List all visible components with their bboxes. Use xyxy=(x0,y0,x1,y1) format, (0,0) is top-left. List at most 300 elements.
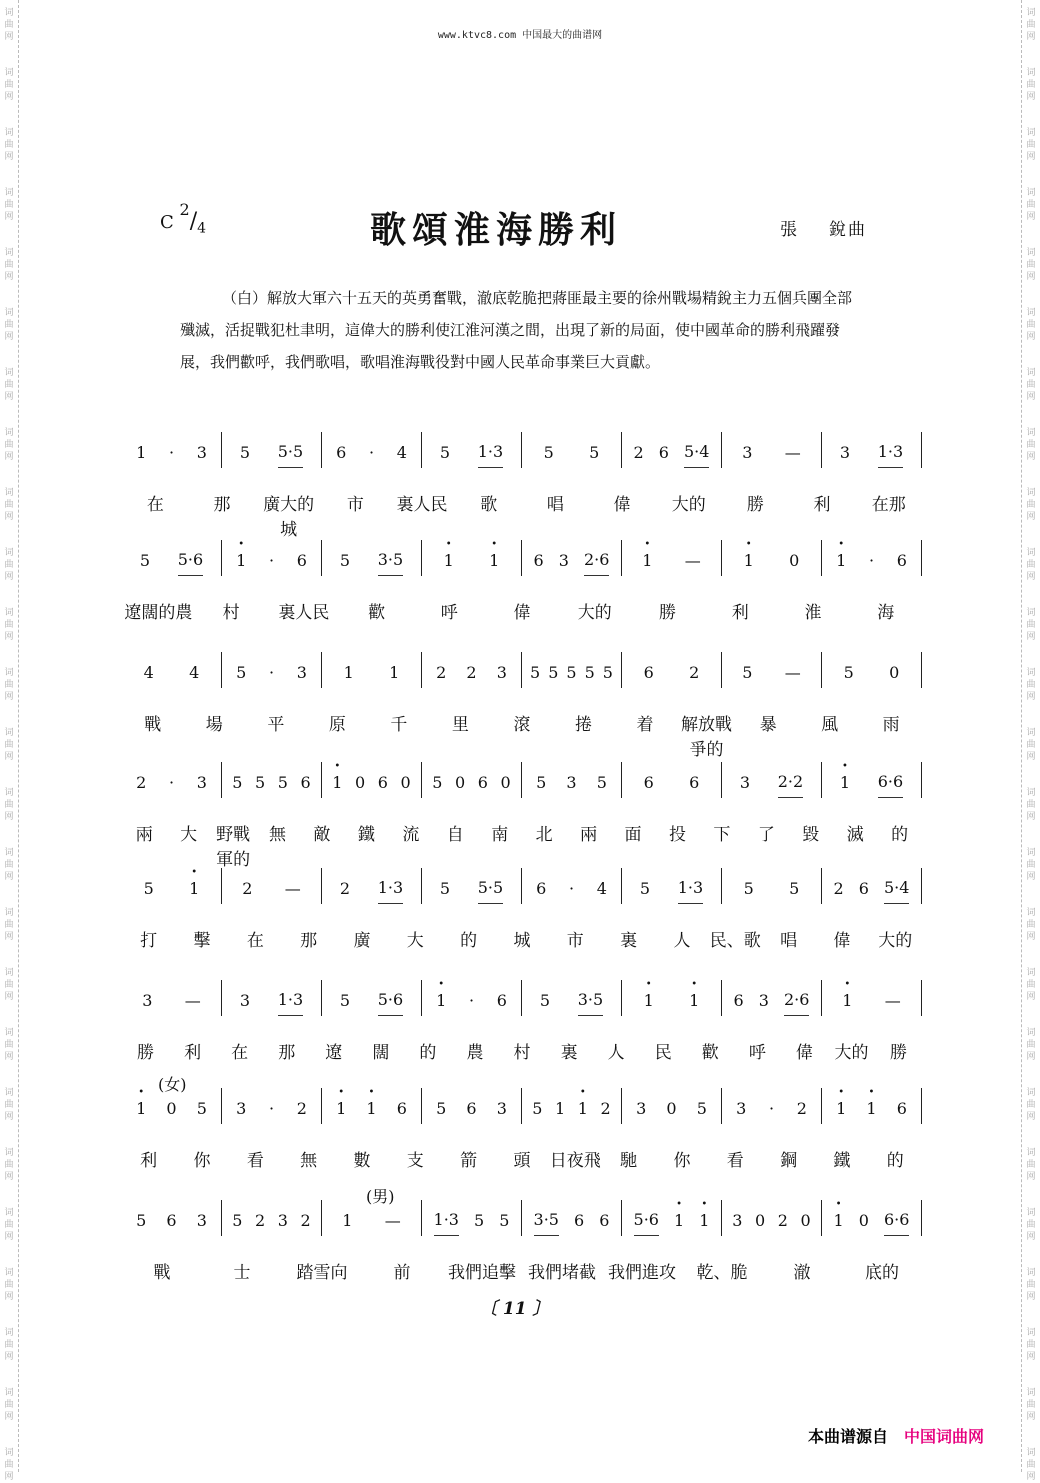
lyric-syllable: 裏 xyxy=(620,931,638,951)
note: — xyxy=(184,991,201,1010)
lyric-syllable: 唱 xyxy=(780,931,798,951)
note: 5 xyxy=(139,551,151,570)
lyric-syllable: 在 xyxy=(246,931,264,951)
note: 3 xyxy=(736,1099,747,1118)
measure xyxy=(522,762,622,798)
watermark-char: 词 xyxy=(1026,1148,1036,1158)
key-letter: C xyxy=(160,212,174,233)
watermark-char: 词 xyxy=(4,308,14,318)
watermark-char: 词 xyxy=(4,1448,14,1458)
watermark-char: 曲 xyxy=(4,320,14,330)
watermark-char: 网 xyxy=(1026,1352,1036,1362)
lyric-syllable: 民 xyxy=(654,1043,672,1063)
lyric-syllable: 市 xyxy=(566,931,584,951)
note: 0 xyxy=(666,1099,677,1118)
lyric-syllable: 滅 xyxy=(846,825,864,845)
lyric-syllable: 了 xyxy=(757,825,775,845)
measure xyxy=(422,1200,522,1236)
watermark-char: 词 xyxy=(1026,788,1036,798)
measure xyxy=(122,540,222,576)
watermark-char: 曲 xyxy=(4,920,14,930)
lyric-syllable: 那 xyxy=(300,931,318,951)
watermark-char: 网 xyxy=(4,332,14,342)
lyrics-row xyxy=(122,490,922,540)
lyric-syllable: 支 xyxy=(406,1151,424,1171)
note: 5 xyxy=(196,1099,207,1118)
watermark-char: 词 xyxy=(4,968,14,978)
site-header xyxy=(0,26,1040,41)
measure xyxy=(722,1200,822,1236)
watermark-char: 曲 xyxy=(1026,80,1036,90)
measure xyxy=(222,868,322,904)
measure xyxy=(622,868,722,904)
lyric-syllable: 利 xyxy=(184,1043,202,1063)
lyric-syllable: 遼 xyxy=(325,1043,343,1063)
lyric-syllable: 北 xyxy=(535,825,553,845)
measure xyxy=(422,868,522,904)
watermark-char: 词 xyxy=(4,1088,14,1098)
time-numerator: 2 xyxy=(179,200,190,219)
lyric-syllable: 風 xyxy=(821,715,839,735)
note: 2 xyxy=(689,663,700,682)
lyric-syllable: 解放戰爭的 xyxy=(681,715,733,760)
measure xyxy=(122,432,222,468)
watermark-char: 网 xyxy=(1026,992,1036,1002)
note: • 1 xyxy=(332,773,342,798)
watermark-char: 曲 xyxy=(4,740,14,750)
note: 4 xyxy=(596,879,607,898)
watermark-char: 曲 xyxy=(1026,500,1036,510)
lyric-syllable: 村 xyxy=(222,603,240,623)
watermark-char: 网 xyxy=(1026,1052,1036,1062)
lyric-syllable: 我們進攻 xyxy=(608,1263,676,1283)
watermark-char: 曲 xyxy=(4,1460,14,1470)
note: 6 xyxy=(533,551,544,570)
measure xyxy=(222,652,322,688)
note: 6 xyxy=(689,773,700,792)
watermark-char: 词 xyxy=(1026,728,1036,738)
measure xyxy=(522,540,622,576)
measure xyxy=(722,652,822,688)
measure xyxy=(422,762,522,798)
lyric-syllable: 敵 xyxy=(313,825,331,845)
measure xyxy=(722,540,822,576)
lyric-syllable: 前 xyxy=(393,1263,411,1283)
lyrics-row xyxy=(122,820,922,870)
watermark-char: 曲 xyxy=(4,800,14,810)
note: 5 xyxy=(602,663,613,682)
note: 0 xyxy=(355,773,366,792)
watermark-char: 网 xyxy=(4,392,14,402)
note: 5 xyxy=(339,991,351,1010)
watermark-char: 词 xyxy=(4,248,14,258)
note: 6 xyxy=(574,1211,585,1230)
watermark-char: 网 xyxy=(1026,752,1036,762)
lyric-syllable: 野戰軍的 xyxy=(216,825,251,870)
watermark-char: 词 xyxy=(4,8,14,18)
note: 0 xyxy=(166,1099,177,1118)
note: 5 xyxy=(536,773,547,792)
note: • 1 xyxy=(444,551,454,576)
watermark-char: 网 xyxy=(4,1352,14,1362)
note: — xyxy=(884,991,901,1010)
lyric-syllable: 看 xyxy=(726,1151,744,1171)
lyrics-row xyxy=(122,1258,922,1282)
note: • 1 xyxy=(189,879,199,904)
watermark-char: 曲 xyxy=(1026,140,1036,150)
watermark-char: 网 xyxy=(1026,812,1036,822)
watermark-char: 网 xyxy=(1026,332,1036,342)
note: 5 xyxy=(789,879,800,898)
measure xyxy=(322,652,422,688)
watermark-char: 曲 xyxy=(4,980,14,990)
lyric-syllable: 市 xyxy=(346,495,364,515)
measure xyxy=(422,980,522,1016)
note: 3 xyxy=(566,773,577,792)
watermark-char: 曲 xyxy=(1026,1280,1036,1290)
note: 6 xyxy=(536,879,547,898)
measure xyxy=(522,652,622,688)
lyric-syllable: 你 xyxy=(673,1151,691,1171)
note: 6 xyxy=(896,551,907,570)
watermark-char: 词 xyxy=(4,488,14,498)
watermark-char: 曲 xyxy=(4,560,14,570)
watermark-char: 词 xyxy=(1026,1328,1036,1338)
measure xyxy=(822,980,922,1016)
note: 6 xyxy=(896,1099,907,1118)
note: 5 xyxy=(584,663,595,682)
note: 5 xyxy=(539,991,551,1010)
watermark-char: 词 xyxy=(1026,68,1036,78)
lyric-syllable: 偉 xyxy=(795,1043,813,1063)
notation-row xyxy=(122,980,922,1016)
note: 2 xyxy=(796,1099,807,1118)
score-system xyxy=(122,762,922,870)
watermark-char: 词 xyxy=(1026,1268,1036,1278)
intro-narration xyxy=(180,282,860,378)
composer-surname: 張 xyxy=(780,220,799,240)
note: 5 xyxy=(596,773,607,792)
lyric-syllable: 你 xyxy=(193,1151,211,1171)
measure xyxy=(822,540,922,576)
lyric-syllable: 踏雪向 xyxy=(296,1263,348,1283)
note: · xyxy=(168,773,175,792)
measure xyxy=(322,432,422,468)
note: 5·4 xyxy=(684,442,709,468)
watermark-char: 曲 xyxy=(1026,800,1036,810)
lyric-syllable: 大的 xyxy=(577,603,612,623)
note: 3·5 xyxy=(378,550,403,576)
lyric-syllable: 那 xyxy=(278,1043,296,1063)
lyric-syllable: 無 xyxy=(300,1151,318,1171)
watermark-char: 词 xyxy=(4,1208,14,1218)
note: 2 xyxy=(300,1211,311,1230)
watermark-char: 网 xyxy=(4,1052,14,1062)
measure xyxy=(222,1200,322,1236)
lyric-syllable: 海 xyxy=(877,603,895,623)
note: 6 xyxy=(336,443,347,462)
watermark-char: 词 xyxy=(4,1328,14,1338)
measure xyxy=(722,432,822,468)
measure xyxy=(222,762,322,798)
lyric-syllable: 看 xyxy=(246,1151,264,1171)
lyric-syllable: 淮 xyxy=(804,603,822,623)
watermark-char: 词 xyxy=(4,548,14,558)
watermark-char: 曲 xyxy=(4,140,14,150)
note: 2 xyxy=(136,773,147,792)
note: 1·3 xyxy=(434,1210,459,1236)
lyric-syllable: 鐵 xyxy=(357,825,375,845)
note: 2·2 xyxy=(778,772,803,798)
watermark-char: 词 xyxy=(4,788,14,798)
note: 6 xyxy=(396,1099,407,1118)
lyric-syllable: 利 xyxy=(731,603,749,623)
lyric-syllable: 打 xyxy=(140,931,158,951)
measure xyxy=(522,868,622,904)
lyric-syllable: 人 xyxy=(673,931,691,951)
note: 1 xyxy=(342,1211,353,1230)
note: · xyxy=(268,1099,275,1118)
score-system xyxy=(122,432,922,540)
note: 5 xyxy=(532,1099,543,1118)
measure xyxy=(122,762,222,798)
watermark-char: 曲 xyxy=(4,20,14,30)
note: 6 xyxy=(643,773,654,792)
watermark-char: 网 xyxy=(4,812,14,822)
lyric-syllable: 大 xyxy=(406,931,424,951)
lyric-syllable: 村 xyxy=(513,1043,531,1063)
lyric-syllable: 人 xyxy=(607,1043,625,1063)
measure xyxy=(322,1088,422,1124)
watermark-char: 曲 xyxy=(4,80,14,90)
note: 1 xyxy=(343,663,354,682)
note: 5·5 xyxy=(278,442,303,468)
note: 0 xyxy=(455,773,466,792)
note: 3 xyxy=(496,663,507,682)
watermark-char: 词 xyxy=(1026,1388,1036,1398)
lyric-syllable: 自 xyxy=(446,825,464,845)
lyric-syllable: 利 xyxy=(140,1151,158,1171)
lyric-syllable: 捲 xyxy=(574,715,592,735)
watermark-char: 曲 xyxy=(1026,1340,1036,1350)
note: 5 xyxy=(239,443,251,462)
note: 6 xyxy=(496,991,507,1010)
measure xyxy=(822,868,922,904)
note: 5·5 xyxy=(478,878,503,904)
lyric-syllable: 歌 xyxy=(480,495,498,515)
note: 3 xyxy=(296,663,307,682)
note: — xyxy=(784,663,801,682)
watermark-char: 词 xyxy=(4,1388,14,1398)
watermark-char: 网 xyxy=(4,272,14,282)
note: 2 xyxy=(633,443,644,462)
watermark-char: 曲 xyxy=(4,500,14,510)
watermark-char: 词 xyxy=(4,128,14,138)
watermark-char: 词 xyxy=(1026,608,1036,618)
lyric-syllable: 士 xyxy=(233,1263,251,1283)
watermark-char: 网 xyxy=(1026,1412,1036,1422)
lyric-syllable: 原 xyxy=(328,715,346,735)
lyric-syllable: 面 xyxy=(624,825,642,845)
watermark-char: 网 xyxy=(1026,212,1036,222)
note: 5 xyxy=(743,879,754,898)
watermark-char: 网 xyxy=(4,1472,14,1482)
measure xyxy=(822,1088,922,1124)
watermark-char: 词 xyxy=(1026,428,1036,438)
lyric-syllable: 鋼 xyxy=(780,1151,798,1171)
watermark-char: 网 xyxy=(1026,932,1036,942)
note: • 1 xyxy=(699,1211,709,1236)
measure xyxy=(122,652,222,688)
measure xyxy=(122,868,222,904)
lyric-syllable: 澈 xyxy=(793,1263,811,1283)
lyric-syllable: 勝 xyxy=(890,1043,908,1063)
watermark-char: 曲 xyxy=(1026,440,1036,450)
watermark-char: 曲 xyxy=(1026,920,1036,930)
measure xyxy=(522,980,622,1016)
measure xyxy=(322,762,422,798)
score-system xyxy=(122,652,922,760)
measure xyxy=(722,868,822,904)
watermark-char: 网 xyxy=(4,452,14,462)
notation-row xyxy=(122,1088,922,1124)
watermark-char: 词 xyxy=(4,1268,14,1278)
watermark-char: 词 xyxy=(4,1148,14,1158)
lyric-syllable: 暴 xyxy=(759,715,777,735)
note: • 1 xyxy=(489,551,499,576)
lyric-syllable: 唱 xyxy=(546,495,564,515)
measure xyxy=(422,652,522,688)
lyric-syllable: 呼 xyxy=(440,603,458,623)
note: 0 xyxy=(800,1211,811,1230)
watermark-char: 网 xyxy=(4,1112,14,1122)
measure xyxy=(222,432,322,468)
watermark-char: 曲 xyxy=(1026,320,1036,330)
note: — xyxy=(284,879,301,898)
note: 5·4 xyxy=(884,878,909,904)
note: 3 xyxy=(196,1211,207,1230)
watermark-char: 网 xyxy=(1026,1232,1036,1242)
note: 3 xyxy=(839,443,851,462)
watermark-char: 词 xyxy=(4,668,14,678)
note: 3 xyxy=(236,1099,247,1118)
lyric-syllable: 在 xyxy=(146,495,164,515)
lyric-syllable: 的 xyxy=(419,1043,437,1063)
lyrics-row xyxy=(122,1038,922,1062)
measure xyxy=(322,980,422,1016)
note: 5 xyxy=(548,663,559,682)
composer-name: 銳曲 xyxy=(829,220,867,240)
lyric-syllable: 勝 xyxy=(137,1043,155,1063)
note: 4 xyxy=(143,663,154,682)
lyric-syllable: 闊 xyxy=(372,1043,390,1063)
watermark-char: 曲 xyxy=(1026,1100,1036,1110)
source-footer xyxy=(808,1424,984,1447)
note: · xyxy=(768,1099,775,1118)
note: 6 xyxy=(300,773,311,792)
watermark-char: 网 xyxy=(1026,1472,1036,1482)
measure xyxy=(722,762,822,798)
watermark-char: 网 xyxy=(1026,1112,1036,1122)
watermark-char: 网 xyxy=(4,92,14,102)
score-system xyxy=(122,1200,922,1282)
note: 1·3 xyxy=(478,442,503,468)
note: 6·6 xyxy=(878,772,903,798)
note: 5 xyxy=(696,1099,707,1118)
note: 6 xyxy=(477,773,488,792)
lyric-syllable: 馳 xyxy=(620,1151,638,1171)
lyric-syllable: 南 xyxy=(491,825,509,845)
lyric-syllable: 歡 xyxy=(368,603,386,623)
lyric-syllable: 無 xyxy=(269,825,287,845)
watermark-char: 曲 xyxy=(4,860,14,870)
measure xyxy=(422,1088,522,1124)
note: 5 xyxy=(136,1211,147,1230)
lyric-syllable: 戰 xyxy=(144,715,162,735)
source-brand-link[interactable]: 中国词曲网 xyxy=(904,1427,985,1446)
watermark-char: 词 xyxy=(4,428,14,438)
lyric-syllable: 大的 xyxy=(878,931,913,951)
lyric-syllable: 投 xyxy=(668,825,686,845)
note: 0 xyxy=(889,663,900,682)
watermark-char: 网 xyxy=(4,212,14,222)
watermark-char: 网 xyxy=(4,512,14,522)
note: • 1 xyxy=(840,773,850,798)
watermark-char: 词 xyxy=(1026,668,1036,678)
watermark-char: 词 xyxy=(1026,1208,1036,1218)
note: 5 xyxy=(530,663,541,682)
score-system xyxy=(122,540,922,622)
lyric-syllable: 滾 xyxy=(513,715,531,735)
measure xyxy=(222,1088,322,1124)
note: 5 xyxy=(439,879,451,898)
note: 5 xyxy=(843,663,854,682)
watermark-char: 网 xyxy=(4,992,14,1002)
note: 2 xyxy=(255,1211,266,1230)
watermark-char: 词 xyxy=(4,188,14,198)
lyrics-row xyxy=(122,926,922,950)
note: • 1 xyxy=(236,551,246,576)
lyric-syllable: 偉 xyxy=(513,603,531,623)
measure xyxy=(622,1088,722,1124)
watermark-char: 网 xyxy=(4,1172,14,1182)
lyric-syllable: 戰 xyxy=(153,1263,171,1283)
watermark-char: 词 xyxy=(1026,488,1036,498)
lyric-syllable: 遼闊的農 xyxy=(124,603,193,623)
intro-text: （白）解放大軍六十五天的英勇奮戰，澈底乾脆把蔣匪最主要的徐州戰場精銳主力五個兵團全部殲滅，活捉戰犯杜聿明，這偉大的勝利使江淮河漢之間，出現了新的局面，使中國革命的勝利飛躍發展，我們歡呼，我們歌唱，歌唱淮海戰役對中國人民革命事業巨大貢獻。 xyxy=(180,289,853,371)
measure xyxy=(622,980,722,1016)
lyric-syllable: 的 xyxy=(886,1151,904,1171)
score-system xyxy=(122,868,922,950)
watermark-char: 曲 xyxy=(1026,620,1036,630)
note: 5 xyxy=(232,773,243,792)
note: 6 xyxy=(733,991,744,1010)
lyric-syllable: 那 xyxy=(213,495,231,515)
male-part-label: (男) xyxy=(366,1187,395,1206)
note: 6 xyxy=(658,443,669,462)
note: 5 xyxy=(339,551,351,570)
lyric-syllable: 千 xyxy=(390,715,408,735)
measure xyxy=(322,868,422,904)
lyric-syllable: 在 xyxy=(231,1043,249,1063)
lyric-syllable: 里 xyxy=(451,715,469,735)
watermark-char: 网 xyxy=(4,932,14,942)
measure xyxy=(422,540,522,576)
note: 3 xyxy=(196,443,207,462)
watermark-char: 网 xyxy=(1026,1292,1036,1302)
note: • 1 xyxy=(836,1099,846,1124)
watermark-char: 词 xyxy=(4,908,14,918)
